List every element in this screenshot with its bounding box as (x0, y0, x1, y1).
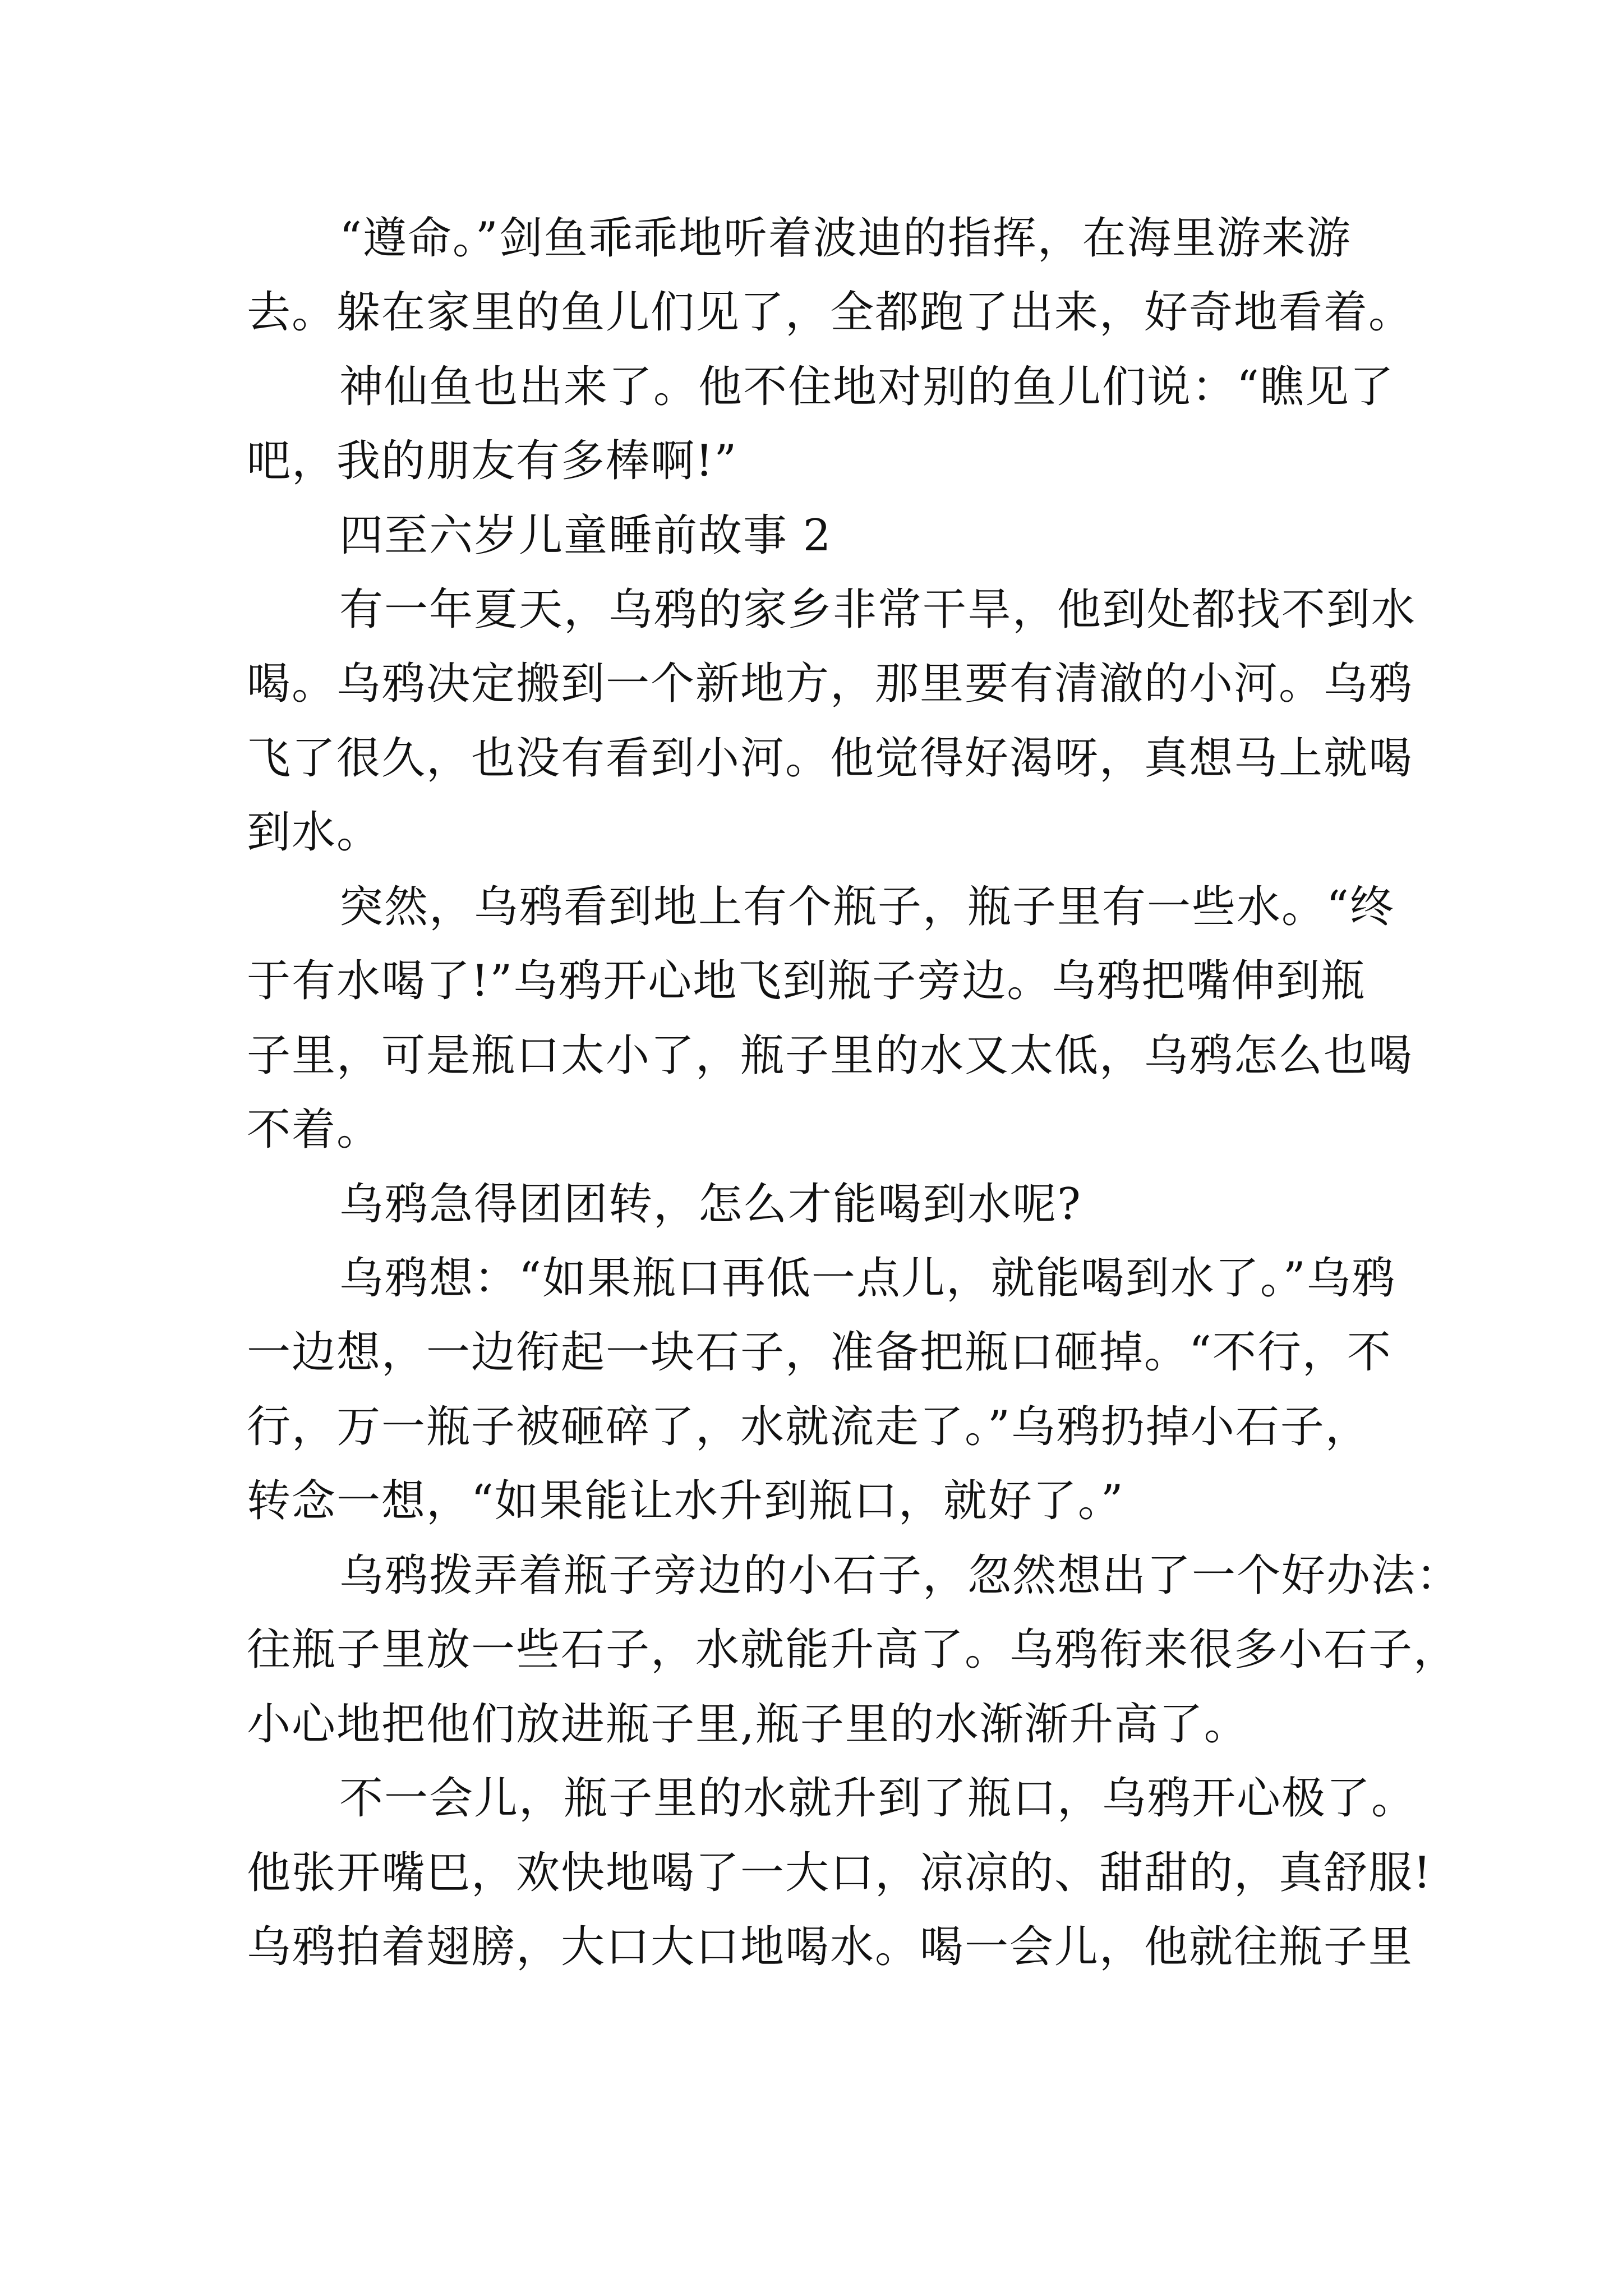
text-line: 乌鸦拨弄着瓶子旁边的小石子，忽然想出了一个好办法： (339, 1550, 1461, 1601)
text-line: 神仙鱼也出来了。他不住地对别的鱼儿们说：“瞧见了 (339, 362, 1395, 412)
text-line: 飞了很久，也没有看到小河。他觉得好渴呀，真想马上就喝 (247, 733, 1414, 784)
text-line: 一边想，一边衔起一块石子，准备把瓶口砸掉。“不行，不 (247, 1327, 1392, 1378)
text-line: 于有水喝了!”乌鸦开心地飞到瓶子旁边。乌鸦把嘴伸到瓶 (247, 956, 1366, 1006)
text-line: 子里，可是瓶口太小了，瓶子里的水又太低，乌鸦怎么也喝 (247, 1030, 1414, 1081)
text-line: 小心地把他们放进瓶子里,瓶子里的水渐渐升高了。 (247, 1699, 1249, 1750)
text-line: 吧，我的朋友有多棒啊!” (247, 436, 738, 486)
text-line: “遵命。”剑鱼乖乖地听着波迪的指挥，在海里游来游 (339, 213, 1352, 264)
text-line: 乌鸦急得团团转，怎么才能喝到水呢? (339, 1179, 1082, 1230)
section-heading: 四至六岁儿童睡前故事 2 (339, 510, 832, 561)
text-line: 转念一想，“如果能让水升到瓶口，就好了。” (247, 1476, 1124, 1526)
text-line: 突然，乌鸦看到地上有个瓶子，瓶子里有一些水。“终 (339, 882, 1395, 932)
text-line: 喝。乌鸦决定搬到一个新地方，那里要有清澈的小河。乌鸦 (247, 659, 1414, 709)
text-line: 乌鸦想：“如果瓶口再低一点儿，就能喝到水了。”乌鸦 (339, 1253, 1396, 1304)
text-line: 有一年夏天，乌鸦的家乡非常干旱，他到处都找不到水 (339, 585, 1417, 635)
text-line: 往瓶子里放一些石子，水就能升高了。乌鸦衔来很多小石子， (247, 1625, 1459, 1675)
text-line: 行，万一瓶子被砸碎了，水就流走了。”乌鸦扔掉小石子， (247, 1402, 1370, 1452)
text-line: 到水。 (247, 807, 382, 858)
text-line: 不着。 (247, 1105, 382, 1155)
text-line: 他张开嘴巴，欢快地喝了一大口，凉凉的、甜甜的，真舒服! (247, 1848, 1432, 1898)
text-line: 不一会儿，瓶子里的水就升到了瓶口，乌鸦开心极了。 (339, 1773, 1417, 1824)
text-line: 乌鸦拍着翅膀，大口大口地喝水。喝一会儿，他就往瓶子里 (247, 1922, 1414, 1972)
text-line: 去。躲在家里的鱼儿们见了，全都跑了出来，好奇地看着。 (247, 287, 1414, 338)
